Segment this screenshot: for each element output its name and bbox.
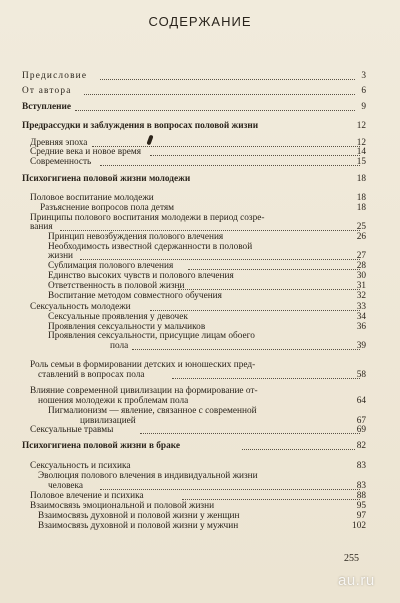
toc-page-number: 67 xyxy=(356,416,366,426)
toc-page-number: 102 xyxy=(352,521,366,531)
toc-page-number: 14 xyxy=(356,147,366,157)
toc-page-number: 58 xyxy=(356,370,366,380)
toc-entry-title: Необходимость известной сдержанности в половой xyxy=(48,242,253,252)
toc-entry xyxy=(30,386,258,396)
toc-entry-title: Взаимосвязь духовной и половой жизни у женщин xyxy=(38,511,240,521)
dot-leader xyxy=(150,154,360,156)
toc-entry-title: цивилизацией xyxy=(80,416,136,426)
toc-entry-title: Половое воспитание молодежи xyxy=(30,193,154,203)
toc-entry-title: Психогигиена половой жизни в браке xyxy=(22,441,181,451)
toc-page-number: 36 xyxy=(356,322,366,332)
toc-entry-title: Эволюция полового влечения в индивидуальной жизни xyxy=(38,471,258,481)
toc-entry-title: Разъяснение вопросов пола детям xyxy=(40,203,175,213)
toc-entry-title: Вступление xyxy=(22,102,71,112)
toc-entry xyxy=(30,213,264,223)
toc-entry xyxy=(48,281,184,291)
toc-entry-title: Принципы полового воспитания молодежи в период созре- xyxy=(30,213,265,223)
toc-entry-title: Проявления сексуальности у мальчиков xyxy=(48,322,206,332)
toc-entry-title: вания xyxy=(30,222,53,232)
toc-page-number: 64 xyxy=(356,396,366,406)
toc-entry-title: Пигмалионизм — явление, связанное с современной xyxy=(48,406,257,416)
toc-page-number: 15 xyxy=(356,157,366,167)
dot-leader xyxy=(140,432,360,434)
toc-entry-title: Предисловие xyxy=(22,71,88,81)
toc-entry-title: пола xyxy=(110,341,129,351)
dot-leader xyxy=(182,498,360,500)
toc-page-number: 25 xyxy=(356,222,366,232)
dot-leader xyxy=(100,78,355,80)
toc-entry xyxy=(30,360,255,370)
toc-entry xyxy=(30,222,53,232)
toc-page-number: 18 xyxy=(356,203,366,213)
toc-entry-title: Воспитание методом совместного обучения xyxy=(48,291,222,301)
toc-entry xyxy=(30,302,131,312)
toc-entry xyxy=(30,193,154,203)
toc-entry-title: Сексуальность и психика xyxy=(30,461,131,471)
toc-entry xyxy=(48,271,234,281)
toc-entry xyxy=(30,501,214,511)
dot-leader xyxy=(84,93,355,95)
toc-entry-title: Ответственность в половой жизни xyxy=(48,281,185,291)
dot-leader xyxy=(60,229,360,231)
toc-entry-title: Предрассудки и заблуждения в вопросах половой жизни xyxy=(22,121,259,131)
toc-entry xyxy=(48,251,73,261)
toc-page-number: 83 xyxy=(356,461,366,471)
toc-page-number: 39 xyxy=(356,341,366,351)
toc-entry xyxy=(38,396,188,406)
toc-page-number: 6 xyxy=(361,86,366,96)
toc-entry-title: Взаимосвязь духовной и половой жизни у мужчин xyxy=(38,521,239,531)
toc-entry xyxy=(48,232,223,242)
toc-page-number: 27 xyxy=(356,251,366,261)
toc-page-number: 30 xyxy=(356,271,366,281)
toc-page-number: 18 xyxy=(356,193,366,203)
dot-leader xyxy=(75,109,355,111)
toc-entry-title: Проявления сексуальности, присущие лицам обоего xyxy=(48,331,255,341)
toc-page-number: 12 xyxy=(356,121,366,131)
toc-page-number: 32 xyxy=(356,291,366,301)
dot-leader xyxy=(80,258,360,260)
toc-entry-title: Сублимация полового влечения xyxy=(48,261,174,271)
toc-entry xyxy=(22,71,87,81)
toc-entry xyxy=(110,341,128,351)
toc-entry xyxy=(38,370,145,380)
toc-page-number: 31 xyxy=(356,281,366,291)
toc-entry xyxy=(48,481,83,491)
toc-entry xyxy=(48,312,188,322)
toc-entry xyxy=(38,521,238,531)
toc-page-number: 34 xyxy=(356,312,366,322)
toc-page-number: 82 xyxy=(356,441,366,451)
toc-page-number: 83 xyxy=(356,481,366,491)
page-title: СОДЕРЖАНИЕ xyxy=(148,14,252,29)
toc-entry-title: жизни xyxy=(48,251,74,261)
toc-entry-title: Принцип невозбуждения полового влечения xyxy=(48,232,224,242)
page-number: 255 xyxy=(344,553,359,564)
toc-page-number: 28 xyxy=(356,261,366,271)
toc-entry xyxy=(30,491,144,501)
toc-entry xyxy=(48,331,255,341)
dot-leader xyxy=(132,348,360,350)
toc-entry-title: Средние века и новое время xyxy=(30,147,142,157)
toc-entry-title: Сексуальность молодежи xyxy=(30,302,131,312)
toc-page-number: 69 xyxy=(356,425,366,435)
toc-entry xyxy=(30,461,130,471)
toc-entry xyxy=(48,406,257,416)
toc-entry-title: Роль семьи в формировании детских и юношеских пред- xyxy=(30,360,256,370)
toc-entry xyxy=(38,471,258,481)
toc-entry xyxy=(48,242,252,252)
toc-entry-title: Древняя эпоха xyxy=(30,138,88,148)
dot-leader xyxy=(172,377,360,379)
watermark-logo: au.ru xyxy=(338,572,375,589)
toc-page-number: 88 xyxy=(356,491,366,501)
toc-entry xyxy=(38,511,239,521)
dot-leader xyxy=(188,268,360,270)
toc-entry xyxy=(22,121,258,131)
toc-entry xyxy=(30,157,91,167)
toc-entry-title: Психогигиена половой жизни молодежи xyxy=(22,174,191,184)
dot-leader xyxy=(100,164,360,166)
dot-leader xyxy=(100,488,360,490)
toc-entry xyxy=(48,291,222,301)
toc-page-number: 33 xyxy=(356,302,366,312)
toc-entry xyxy=(22,174,190,184)
toc-entry xyxy=(22,102,71,112)
toc-entry-title: Влияние современной цивилизации на формирование от- xyxy=(30,386,258,396)
toc-entry-title: ношения молодежи к проблемам пола xyxy=(38,396,189,406)
toc-entry xyxy=(30,147,141,157)
toc-page-number: 12 xyxy=(356,138,366,148)
toc-page-number: 97 xyxy=(356,511,366,521)
toc-entry-title: Половое влечение и психика xyxy=(30,491,144,501)
dot-leader xyxy=(178,288,360,290)
toc-entry-title: Сексуальные проявления у девочек xyxy=(48,312,188,322)
toc-entry-title: Взаимосвязь эмоциональной и половой жизни xyxy=(30,501,215,511)
toc-entry-title: Современность xyxy=(30,157,92,167)
toc-entry-title: От автора xyxy=(22,86,72,96)
toc-entry xyxy=(30,425,113,435)
dot-leader xyxy=(150,309,360,311)
toc-entry xyxy=(22,86,72,96)
toc-page-number: 3 xyxy=(361,71,366,81)
toc-entry-title: Сексуальные травмы xyxy=(30,425,114,435)
toc-entry-title: ставлений в вопросах пола xyxy=(38,370,145,380)
toc-entry-title: человека xyxy=(48,481,84,491)
toc-entry xyxy=(40,203,174,213)
toc-page-number: 26 xyxy=(356,232,366,242)
toc-page-number: 18 xyxy=(356,174,366,184)
toc-entry xyxy=(48,261,173,271)
toc-entry-title: Единство высоких чувств и полового влечения xyxy=(48,271,234,281)
toc-entry xyxy=(22,441,180,451)
toc-page-number: 9 xyxy=(361,102,366,112)
toc-page-number: 95 xyxy=(356,501,366,511)
